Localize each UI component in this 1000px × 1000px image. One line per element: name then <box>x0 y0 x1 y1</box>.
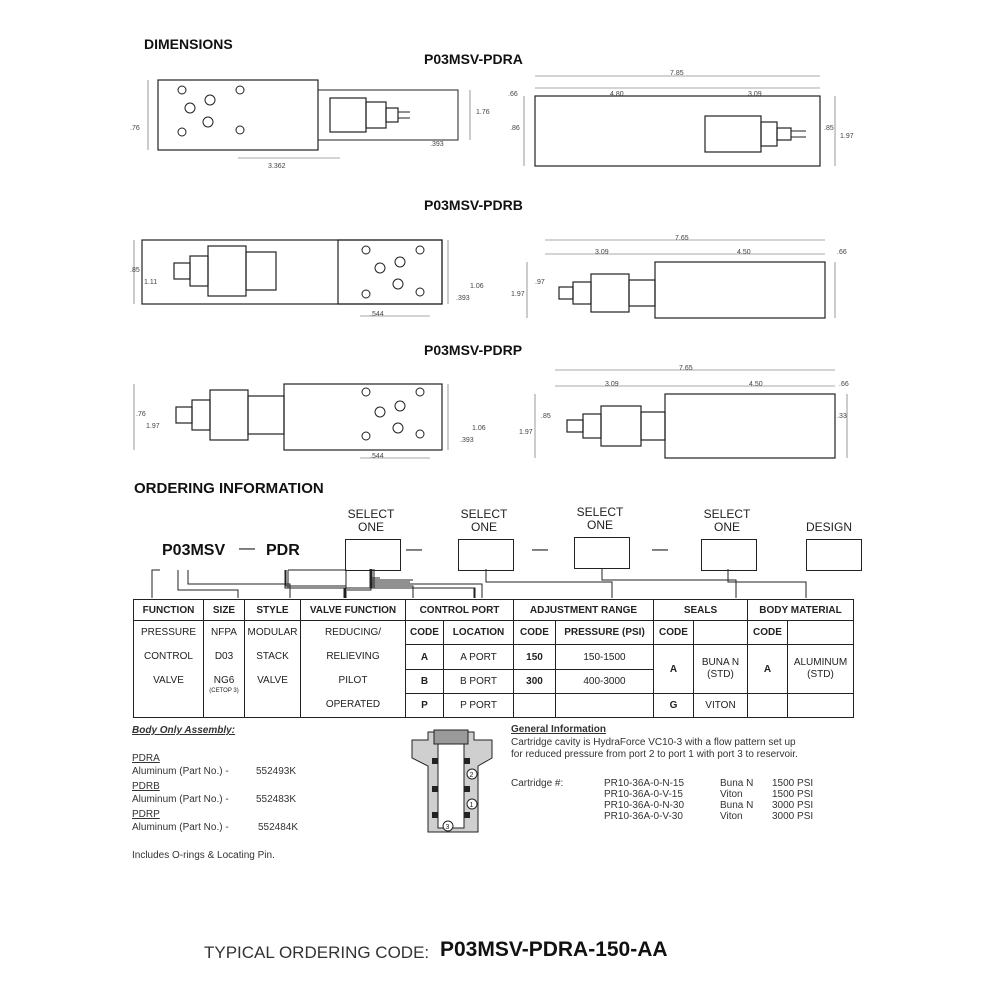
typical-code-value: P03MSV-PDRA-150-AA <box>440 938 668 961</box>
dim-p-h1: 1.97 <box>146 423 160 430</box>
port-label-1: 1 <box>469 802 474 809</box>
style-cell <box>245 621 301 718</box>
control-port-code-a[interactable]: A <box>406 645 444 670</box>
function-cell <box>134 621 204 718</box>
adjustment-pressure-300: 400-3000 <box>556 670 654 694</box>
dim-a-left: 4.80 <box>610 91 624 98</box>
seals-desc-a-line-1: BUNA N <box>701 657 740 668</box>
header-style: STYLE <box>245 600 301 621</box>
model-title-pdrp: P03MSV-PDRP <box>424 342 523 358</box>
order-dash: — <box>406 541 422 558</box>
dim-p-small: .66 <box>839 381 849 388</box>
drawing-pdra-side-view <box>500 70 860 180</box>
general-info-title: General Information <box>511 724 607 735</box>
general-info-line-2: for reduced pressure from port 2 to port 1 with port 3 to reservoir. <box>511 749 798 760</box>
header-control-port: CONTROL PORT <box>406 600 514 621</box>
drawing-pdrp-top-view <box>130 374 500 474</box>
valve-function-line-2: RELIEVING <box>326 651 380 662</box>
cartridge-part: PR10-36A-0-N-30 <box>604 800 685 811</box>
body-code-a[interactable]: A <box>748 645 788 694</box>
select-one-label: SELECT ONE <box>460 507 508 534</box>
cartridge-part: PR10-36A-0-V-30 <box>604 811 683 822</box>
dim-a-h5: .86 <box>510 125 520 132</box>
dim-b-h1: 1.11 <box>144 279 158 286</box>
function-line-1: PRESSURE <box>140 627 196 638</box>
seals-code-header: CODE <box>654 621 694 645</box>
port-label-2: 2 <box>469 772 474 779</box>
body-only-note: Includes O-rings & Locating Pin. <box>132 850 275 861</box>
cartridge-seal: Viton <box>720 789 743 800</box>
cartridge-psi: 3000 PSI <box>772 811 814 822</box>
cartridge-psi: 1500 PSI <box>772 778 814 789</box>
control-port-location-p: P PORT <box>444 694 514 718</box>
cartridge-seal: Buna N <box>720 778 754 789</box>
style-line-1: MODULAR <box>247 627 298 638</box>
dim-p-h4: .85 <box>541 413 551 420</box>
size-line-3: NG6 <box>213 675 235 686</box>
dim-b-right: 4.50 <box>737 249 751 256</box>
cartridge-part: PR10-36A-0-N-15 <box>604 778 685 789</box>
control-port-location-header: LOCATION <box>444 621 514 645</box>
cartridge-seal: Viton <box>720 811 743 822</box>
dim-p-left: 3.09 <box>605 381 619 388</box>
dim-a-h3: .85 <box>824 125 834 132</box>
model-title-pdrb: P03MSV-PDRB <box>424 197 523 213</box>
body-code-header: CODE <box>748 621 788 645</box>
drawing-pdra-top-view <box>130 70 500 170</box>
dim-a-h2: 1.97 <box>840 133 854 140</box>
body-only-part-pdra: 552493K <box>256 766 297 777</box>
valve-function-line-3: PILOT <box>338 675 368 686</box>
seals-blank-header <box>694 621 748 645</box>
dim-b-port: .393 <box>456 295 470 302</box>
dim-a-h1: 1.76 <box>476 109 490 116</box>
ordering-table <box>133 599 854 718</box>
seals-code-g[interactable]: G <box>654 694 694 718</box>
body-empty-cell-2 <box>788 694 854 718</box>
cartridge-psi: 3000 PSI <box>772 800 814 811</box>
seals-desc-a-line-2: (STD) <box>707 669 734 680</box>
cartridge-cavity-diagram <box>408 728 498 838</box>
body-blank-header <box>788 621 854 645</box>
select-leader-lines <box>130 568 870 600</box>
design-label: DESIGN <box>806 520 853 534</box>
order-dash: — <box>652 541 668 558</box>
body-empty-cell <box>748 694 788 718</box>
general-info-line-1: Cartridge cavity is HydraForce VC10-3 with a flow pattern set up <box>511 737 796 748</box>
body-desc-line-1: ALUMINUM <box>793 657 848 668</box>
body-desc-a <box>788 645 854 694</box>
body-only-part-pdrb: 552483K <box>256 794 297 805</box>
header-valve-function: VALVE FUNCTION <box>301 600 406 621</box>
drawing-pdrb-top-view <box>130 228 500 328</box>
dim-b-h2: .85 <box>130 267 140 274</box>
adjustment-empty-cell-2 <box>556 694 654 718</box>
dimensions-heading: DIMENSIONS <box>144 36 233 52</box>
cartridge-table <box>604 778 819 822</box>
dim-a-overall: 7.85 <box>670 70 684 77</box>
style-line-2: STACK <box>256 651 289 662</box>
cartridge-row <box>604 778 819 789</box>
adjustment-code-300[interactable]: 300 <box>514 670 556 694</box>
dim-a-port: .393 <box>430 141 444 148</box>
size-cell <box>204 621 245 718</box>
dim-p-h5: .33 <box>837 413 847 420</box>
size-note: (CETOP 3) <box>209 688 239 694</box>
dim-p-overall: 7.65 <box>679 365 693 372</box>
header-body-material: BODY MATERIAL <box>748 600 854 621</box>
seals-desc-a <box>694 645 748 694</box>
control-port-code-header: CODE <box>406 621 444 645</box>
select-one-label: SELECT ONE <box>347 507 395 534</box>
header-adjustment-range: ADJUSTMENT RANGE <box>514 600 654 621</box>
body-only-model-pdrp: PDRP <box>132 809 160 820</box>
dim-b-overall: 7.65 <box>675 235 689 242</box>
model-title-pdra: P03MSV-PDRA <box>424 51 523 67</box>
valve-function-cell <box>301 621 406 718</box>
select-one-label: SELECT ONE <box>703 507 751 534</box>
control-port-code-b[interactable]: B <box>406 670 444 694</box>
dim-b-h5: 1.97 <box>511 291 525 298</box>
cartridge-part: PR10-36A-0-V-15 <box>604 789 683 800</box>
dim-b-left: 3.09 <box>595 249 609 256</box>
body-only-part-pdrp: 552484K <box>258 822 299 833</box>
body-only-model-pdrb: PDRB <box>132 781 160 792</box>
cartridge-row <box>604 811 819 822</box>
dim-b-h3: 1.06 <box>470 283 484 290</box>
header-function: FUNCTION <box>134 600 204 621</box>
dim-a-base: 3.362 <box>268 163 286 170</box>
dim-p-h2: .76 <box>136 411 146 418</box>
function-line-2: CONTROL <box>144 651 193 662</box>
size-line-2: D03 <box>214 651 234 662</box>
cartridge-psi: 1500 PSI <box>772 789 814 800</box>
valve-function-line-1: REDUCING/ <box>324 627 382 638</box>
order-prefix-model: P03MSV <box>162 542 226 559</box>
select-one-label: SELECT ONE <box>576 505 624 532</box>
drawing-pdrb-side-view <box>505 232 865 332</box>
typical-code-label: TYPICAL ORDERING CODE: <box>204 943 430 962</box>
adjustment-code-header: CODE <box>514 621 556 645</box>
dim-b-base: .544 <box>370 311 384 318</box>
port-label-3: 3 <box>445 824 450 831</box>
body-only-label-pdrb: Aluminum (Part No.) - <box>132 794 229 805</box>
body-only-model-pdra: PDRA <box>132 753 160 764</box>
cartridge-seal: Buna N <box>720 800 754 811</box>
order-dash: — <box>532 541 548 558</box>
body-desc-line-2: (STD) <box>807 669 834 680</box>
order-prefix-dash: — <box>239 540 255 557</box>
header-seals: SEALS <box>654 600 748 621</box>
body-only-title: Body Only Assembly: <box>132 725 235 736</box>
adjustment-code-150[interactable]: 150 <box>514 645 556 670</box>
header-size: SIZE <box>204 600 245 621</box>
dim-a-h4: .76 <box>130 125 140 132</box>
ordering-heading: ORDERING INFORMATION <box>134 480 324 497</box>
dim-a-small: .66 <box>508 91 518 98</box>
adjustment-pressure-header: PRESSURE (PSI) <box>556 621 654 645</box>
adjustment-empty-cell <box>514 694 556 718</box>
style-line-3: VALVE <box>257 675 288 686</box>
cartridge-row <box>604 789 819 800</box>
dim-p-base: .544 <box>370 453 384 460</box>
body-only-label-pdra: Aluminum (Part No.) - <box>132 766 229 777</box>
size-line-1: NFPA <box>211 627 237 638</box>
dim-p-h1b: 1.97 <box>519 429 533 436</box>
cartridge-row <box>604 800 819 811</box>
drawing-pdrp-side-view <box>505 364 865 468</box>
dim-a-right: 3.09 <box>748 91 762 98</box>
dim-b-h4: .97 <box>535 279 545 286</box>
order-prefix-pdr: PDR <box>266 542 300 559</box>
adjustment-pressure-150: 150-1500 <box>556 645 654 670</box>
control-port-location-b: B PORT <box>444 670 514 694</box>
seals-code-a[interactable]: A <box>654 645 694 694</box>
dim-p-right: 4.50 <box>749 381 763 388</box>
dim-p-port: .393 <box>460 437 474 444</box>
seals-desc-g: VITON <box>694 694 748 718</box>
cartridge-label: Cartridge #: <box>511 778 564 789</box>
control-port-code-p[interactable]: P <box>406 694 444 718</box>
valve-function-line-4: OPERATED <box>325 699 381 710</box>
function-line-3: VALVE <box>153 675 184 686</box>
body-only-label-pdrp: Aluminum (Part No.) - <box>132 822 229 833</box>
dim-b-small: .66 <box>837 249 847 256</box>
dim-p-h3: 1.06 <box>472 425 486 432</box>
control-port-location-a: A PORT <box>444 645 514 670</box>
